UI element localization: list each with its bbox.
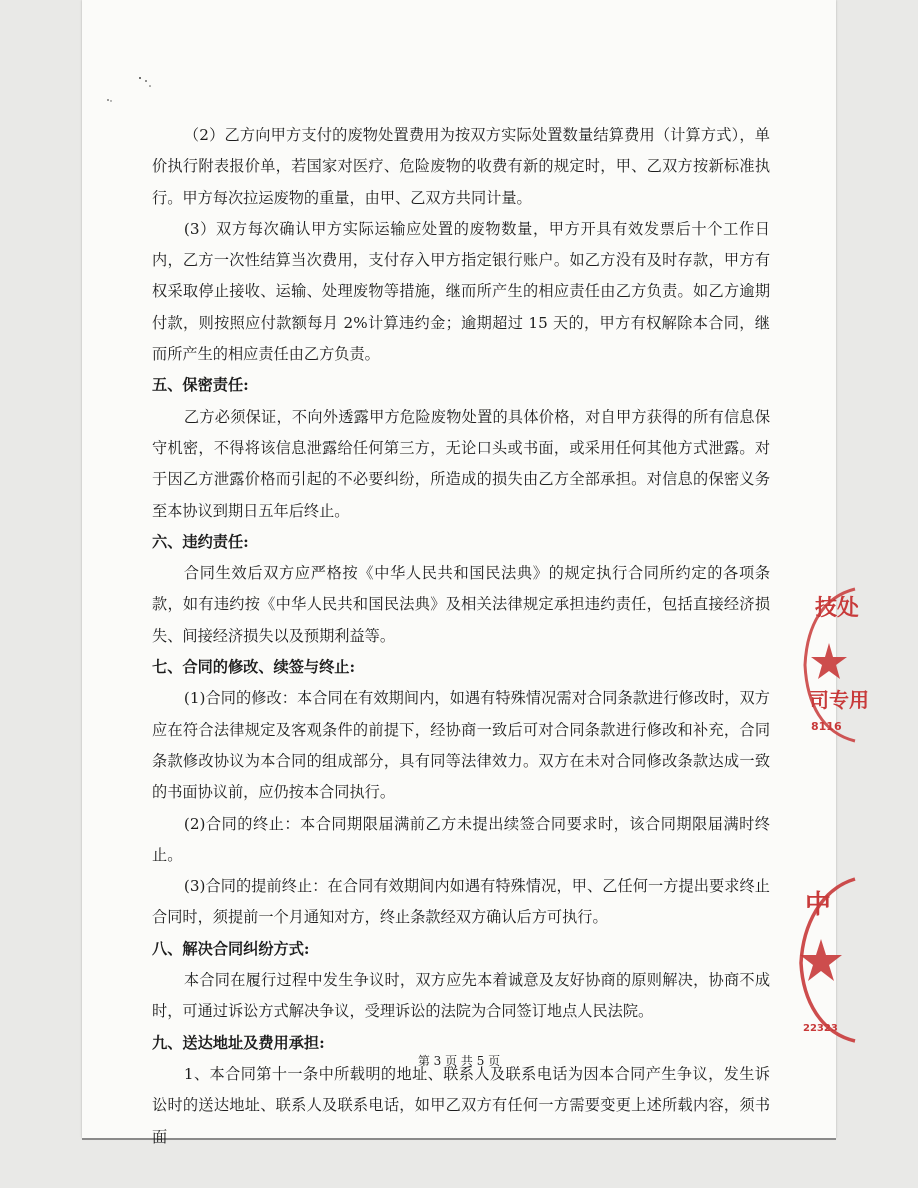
document-body <box>152 120 770 1153</box>
paragraph-payment-calc: （2）乙方向甲方支付的废物处置费用为按双方实际处置数量结算费用（计算方式），单价执行附表报价单，若国家对医疗、危险废物的收费有新的规定时，甲、乙双方按新标准执行。甲方每次拉运废物的重量，由甲、乙双方共同计量。 <box>152 126 770 207</box>
seal-star-icon-2 <box>800 939 842 981</box>
seal-star-icon <box>811 643 847 679</box>
seal-top-number: 8116 <box>811 720 842 733</box>
scan-specks <box>100 72 160 112</box>
paragraph-dispute: 本合同在履行过程中发生争议时，双方应先本着诚意及友好协商的原则解决，协商不成时，可通过诉讼方式解决争议，受理诉讼的法院为合同签订地点人民法院。 <box>152 971 770 1021</box>
seal-top-text-2: 司专用 <box>809 688 869 712</box>
heading-service-address: 九、送达地址及费用承担: <box>152 1033 325 1052</box>
heading-confidentiality: 五、保密责任: <box>152 376 249 395</box>
heading-dispute: 八、解决合同纠纷方式: <box>152 939 310 958</box>
paragraph-termination: (2)合同的终止：本合同期限届满前乙方未提出续签合同要求时，该合同期限届满时终止。 <box>152 814 770 864</box>
company-seal-top <box>795 585 869 745</box>
paragraph-service-address: 1、本合同第十一条中所载明的地址、联系人及联系电话为因本合同产生争议，发生诉讼时的送达地址、联系人及联系电话，如甲乙双方有任何一方需要变更上述所载内容，须书面 <box>152 1064 770 1146</box>
seal-top-text-1: 技处 <box>815 596 860 621</box>
paragraph-settlement: (3）双方每次确认甲方实际运输应处置的废物数量，甲方开具有效发票后十个工作日内，乙方一次性结算当次费用，支付存入甲方指定银行账户。如乙方没有及时存款，甲方有权采取停止接收、运输、处理废物等措施，继而所产生的相应责任由乙方负责。如乙方逾期付款，则按照应付款额每月 2%计算违约金；逾期超过 15 天的，甲方有权解除本合同，继而所产生的相应责任由乙方负责。 <box>152 219 770 364</box>
paragraph-early-termination: (3)合同的提前终止：在合同有效期间内如遇有特殊情况，甲、乙任何一方提出要求终止合同时，须提前一个月通知对方，终止条款经双方确认后方可执行。 <box>152 877 770 927</box>
heading-breach: 六、违约责任: <box>152 532 249 551</box>
seal-bottom-number: 22323 <box>803 1023 838 1034</box>
seal-bottom-text: 中 <box>805 890 832 920</box>
page-number-footer: 第 3 页 共 5 页 <box>417 1054 501 1068</box>
paragraph-modification: (1)合同的修改：本合同在有效期间内，如遇有特殊情况需对合同条款进行修改时，双方应在符合法律规定及客观条件的前提下，经协商一致后可对合同条款进行修改和补充，合同条款修改协议为本合同的组成部分，具有同等法律效力。双方在未对合同修改条款达成一致的书面协议前，应仍按本合同执行。 <box>152 689 770 802</box>
paragraph-breach: 合同生效后双方应严格按《中华人民共和国民法典》的规定执行合同所约定的各项条款，如有违约按《中华人民共和国民法典》及相关法律规定承担违约责任，包括直接经济损失、间接经济损失以及预期利益等。 <box>152 564 770 645</box>
heading-modification: 七、合同的修改、续签与终止: <box>152 658 356 677</box>
company-seal-bottom <box>795 875 855 1045</box>
paragraph-confidentiality: 乙方必须保证，不向外透露甲方危险废物处置的具体价格，对自甲方获得的所有信息保守机密，不得将该信息泄露给任何第三方，无论口头或书面，或采用任何其他方式泄露。对于因乙方泄露价格而引起的不必要纠纷，所造成的损失由乙方全部承担。对信息的保密义务至本协议到期日五年后终止。 <box>152 407 770 520</box>
